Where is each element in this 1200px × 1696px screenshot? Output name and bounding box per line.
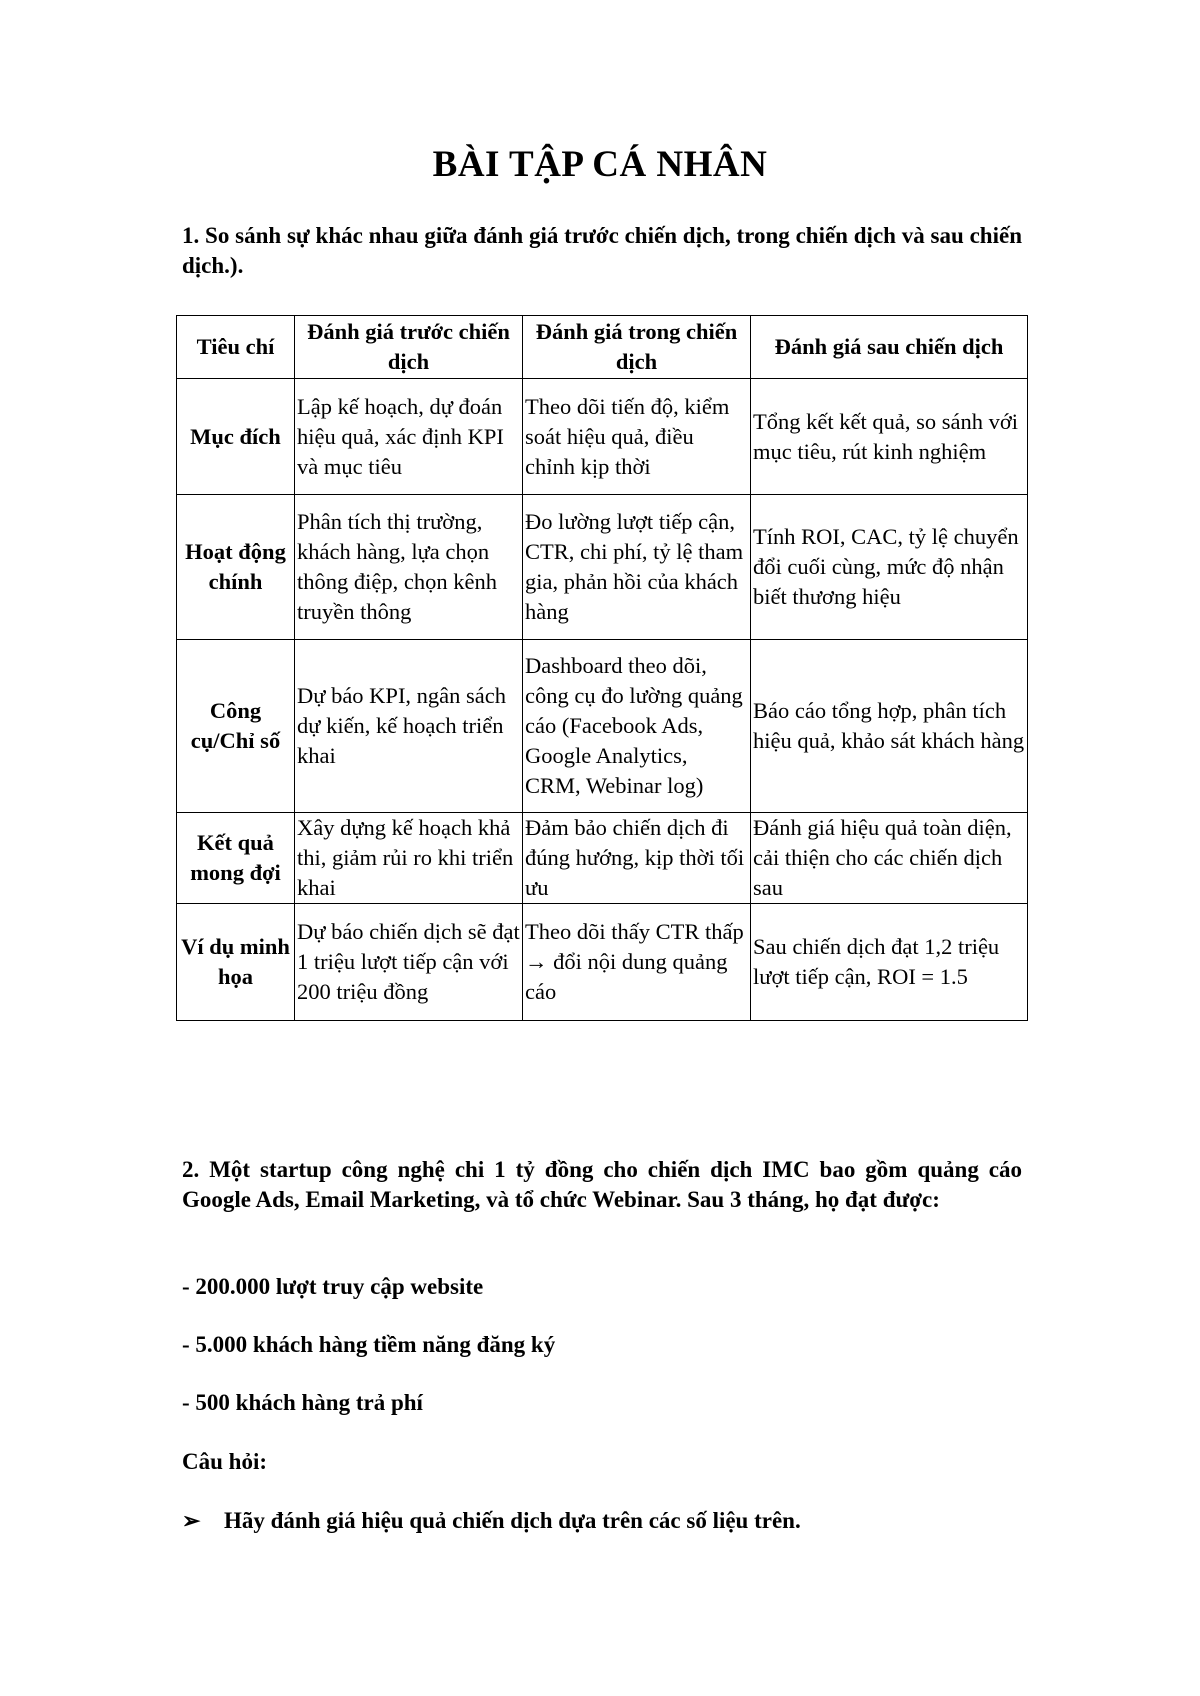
header-criterion: Tiêu chí [177,316,295,379]
cell-after: Tổng kết kết quả, so sánh với mục tiêu, rút kinh nghiệm [751,379,1028,495]
header-before-campaign: Đánh giá trước chiến dịch [295,316,523,379]
cell-during: Đo lường lượt tiếp cận, CTR, chi phí, tỷ lệ tham gia, phản hồi của khách hàng [523,495,751,640]
question-2-heading: 2. Một startup công nghệ chi 1 tỷ đồng cho chiến dịch IMC bao gồm quảng cáo Google Ads, Email Marketing, và tổ chức Webinar. Sau 3 tháng, họ đạt được: [182,1157,1022,1212]
cell-during: Đảm bảo chiến dịch đi đúng hướng, kịp thời tối ưu [523,813,751,904]
cell-after: Tính ROI, CAC, tỷ lệ chuyển đổi cuối cùng, mức độ nhận biết thương hiệu [751,495,1028,640]
row-criterion: Công cụ/Chỉ số [177,640,295,813]
cell-before: Xây dựng kế hoạch khả thi, giảm rủi ro khi triển khai [295,813,523,904]
document-title: BÀI TẬP CÁ NHÂN [432,144,768,185]
cell-during: Theo dõi thấy CTR thấp → đổi nội dung quảng cáo [523,904,751,1021]
result-item: - 200.000 lượt truy cập website [182,1274,484,1299]
cell-before: Dự báo KPI, ngân sách dự kiến, kế hoạch triển khai [295,640,523,813]
cell-after: Đánh giá hiệu quả toàn diện, cải thiện cho các chiến dịch sau [751,813,1028,904]
result-item: - 500 khách hàng trả phí [182,1390,423,1415]
cell-before: Phân tích thị trường, khách hàng, lựa chọn thông điệp, chọn kênh truyền thông [295,495,523,640]
table-row [177,640,1028,813]
cell-before: Dự báo chiến dịch sẽ đạt 1 triệu lượt tiếp cận với 200 triệu đồng [295,904,523,1021]
row-criterion: Ví dụ minh họa [177,904,295,1021]
row-criterion: Kết quả mong đợi [177,813,295,904]
cell-after: Báo cáo tổng hợp, phân tích hiệu quả, khảo sát khách hàng [751,640,1028,813]
table-row [177,813,1028,904]
comparison-table [176,315,1028,1021]
row-criterion: Hoạt động chính [177,495,295,640]
table-header-row [177,316,1028,379]
cell-during: Theo dõi tiến độ, kiểm soát hiệu quả, điều chỉnh kịp thời [523,379,751,495]
table-row [177,379,1028,495]
task-item [182,1506,801,1536]
header-during-campaign: Đánh giá trong chiến dịch [523,316,751,379]
question-label: Câu hỏi: [182,1449,267,1474]
row-criterion: Mục đích [177,379,295,495]
cell-before: Lập kế hoạch, dự đoán hiệu quả, xác định KPI và mục tiêu [295,379,523,495]
table-row [177,495,1028,640]
result-item: - 5.000 khách hàng tiềm năng đăng ký [182,1332,556,1357]
cell-during: Dashboard theo dõi, công cụ đo lường quảng cáo (Facebook Ads, Google Analytics, CRM, Webinar log) [523,640,751,813]
question-1-heading: 1. So sánh sự khác nhau giữa đánh giá trước chiến dịch, trong chiến dịch và sau chiến dịch.). [182,223,1022,278]
cell-after: Sau chiến dịch đạt 1,2 triệu lượt tiếp cận, ROI = 1.5 [751,904,1028,1021]
task-text: Hãy đánh giá hiệu quả chiến dịch dựa trên các số liệu trên. [224,1508,801,1533]
header-after-campaign: Đánh giá sau chiến dịch [751,316,1028,379]
table-row [177,904,1028,1021]
arrow-bullet-icon: ➢ [182,1508,201,1533]
